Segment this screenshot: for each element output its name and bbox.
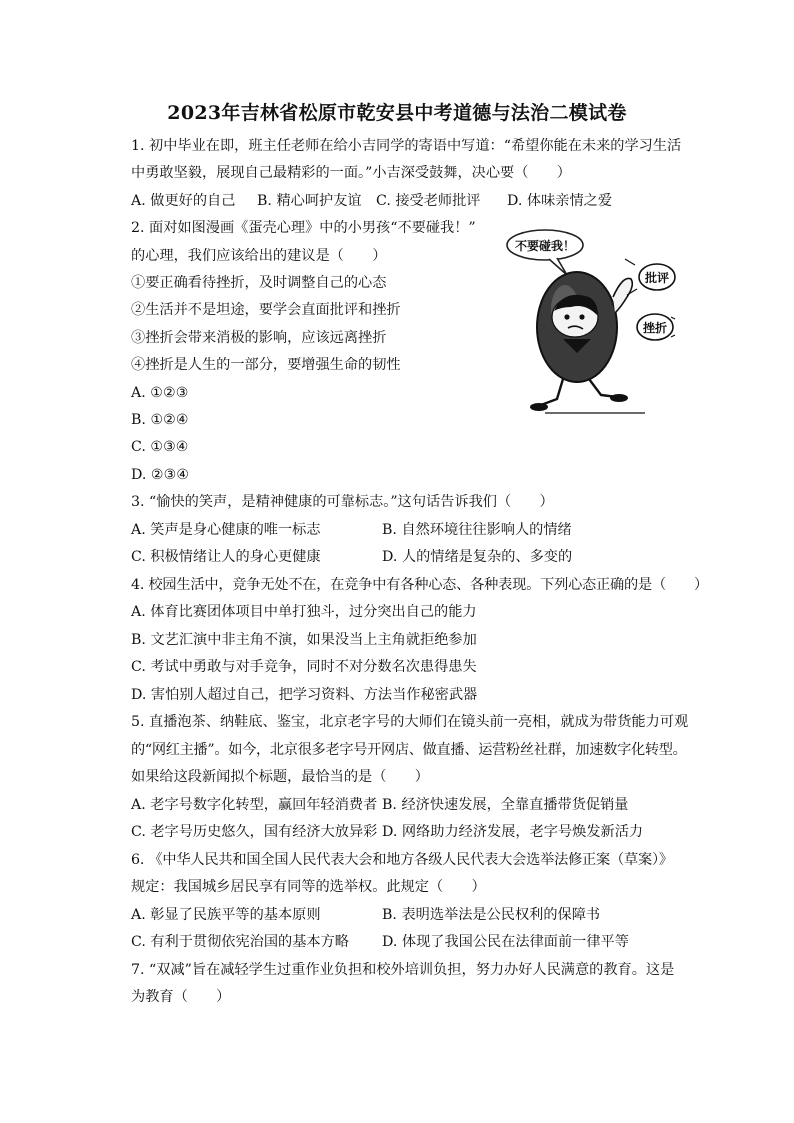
q2-stem-line-1: 2. 面对如图漫画《蛋壳心理》中的小男孩“不要碰我！”: [131, 220, 476, 236]
q6-stem-line-1: 6. 《中华人民共和国全国人民代表大会和地方各级人民代表大会选举法修正案（草案）》: [131, 852, 673, 868]
q5-stem-line-1: 5. 直播泡茶、纳鞋底、鉴宝，北京老字号的大师们在镜头前一亮相，就成为带货能力可观: [131, 714, 689, 730]
q1-option-a: A. 做更好的自己: [131, 193, 236, 209]
q3-option-d: D. 人的情绪是复杂的、多变的: [382, 549, 573, 565]
q1-stem-line-2: 中勇敢坚毅，展现自己最精彩的一面。”小吉深受鼓舞，决心要（ ）: [131, 165, 571, 181]
q2-statement-3: ③挫折会带来消极的影响，应该远离挫折: [131, 330, 387, 346]
q2-stem-line-2: 的心理，我们应该给出的建议是（ ）: [131, 248, 387, 264]
q6-option-a: A. 彰显了民族平等的基本原则: [131, 907, 321, 923]
eggshell-cartoon: [505, 227, 677, 417]
q5-option-a: A. 老字号数字化转型，赢回年轻消费者: [131, 797, 378, 813]
q4-option-c: C. 考试中勇敢与对手竞争，同时不对分数名次患得患失: [131, 659, 477, 675]
criticism-tag-text: 批评: [644, 271, 670, 285]
q2-statement-2: ②生活并不是坦途，要学会直面批评和挫折: [131, 302, 401, 318]
q1-option-c: C. 接受老师批评: [376, 193, 481, 209]
q2-option-d: D. ②③④: [131, 467, 190, 483]
q2-statement-1: ①要正确看待挫折，及时调整自己的心态: [131, 275, 387, 291]
q6-stem-line-2: 规定：我国城乡居民享有同等的选举权。此规定（ ）: [131, 879, 486, 895]
q5-option-c: C. 老字号历史悠久，国有经济大放异彩: [131, 824, 378, 840]
q1-option-d: D. 体味亲情之爱: [507, 193, 613, 209]
left-shoe: [530, 403, 548, 411]
q6-option-d: D. 体现了我国公民在法律面前一律平等: [382, 934, 629, 950]
q3-options-row-2: [131, 546, 731, 568]
setback-tag-text: 挫折: [642, 321, 668, 335]
boy-eye-right: [579, 314, 584, 319]
q6-option-c: C. 有利于贯彻依宪治国的基本方略: [131, 934, 349, 950]
q1-option-b: B. 精心呵护友谊: [257, 193, 362, 209]
raised-hand: [613, 278, 632, 313]
boy-eye-left: [564, 314, 569, 319]
left-leg: [541, 379, 563, 405]
q3-option-c: C. 积极情绪让人的身心更健康: [131, 549, 321, 565]
q5-options-row-2: [131, 821, 731, 843]
q3-option-a: A. 笑声是身心健康的唯一标志: [131, 522, 321, 538]
q5-options-row-1: [131, 794, 731, 816]
q1-options: [131, 190, 731, 212]
right-leg: [589, 379, 617, 397]
q5-stem-line-3: 如果给这段新闻拟个标题，最恰当的是（ ）: [131, 769, 429, 785]
q4-option-b: B. 文艺汇演中非主角不演，如果没当上主角就拒绝参加: [131, 632, 477, 648]
q3-options-row-1: [131, 519, 731, 541]
q4-option-d: D. 害怕别人超过自己，把学习资料、方法当作秘密武器: [131, 687, 478, 703]
speech-bubble-text: 不要碰我！: [514, 239, 576, 253]
q2-option-b: B. ①②④: [131, 412, 189, 428]
right-shoe: [610, 394, 628, 402]
q4-option-a: A. 体育比赛团体项目中单打独斗，过分突出自己的能力: [131, 604, 477, 620]
q2-statement-4: ④挫折是人生的一部分，要增强生命的韧性: [131, 357, 401, 373]
q7-stem-line-2: 为教育（ ）: [131, 989, 231, 1005]
page-title: 2023年吉林省松原市乾安县中考道德与法治二模试卷: [167, 102, 627, 124]
q7-stem-line-1: 7. “双减”旨在减轻学生过重作业负担和校外培训负担，努力办好人民满意的教育。这是: [131, 962, 675, 978]
q5-option-d: D. 网络助力经济发展，老字号焕发新活力: [382, 824, 644, 840]
q4-stem: 4. 校园生活中，竞争无处不在，在竞争中有各种心态、各种表现。下列心态正确的是（ ）: [131, 577, 708, 593]
q1-stem-line-1: 1. 初中毕业在即，班主任老师在给小吉同学的寄语中写道：“希望你能在未来的学习生活: [131, 138, 682, 154]
q6-options-row-1: [131, 904, 731, 926]
q2-option-c: C. ①③④: [131, 439, 189, 455]
q2-option-a: A. ①②③: [131, 385, 189, 401]
q3-stem: 3. “愉快的笑声，是精神健康的可靠标志。”这句话告诉我们（ ）: [131, 494, 554, 510]
q5-stem-line-2: 的“网红主播”。如今，北京很多老字号开网店、做直播、运营粉丝社群，加速数字化转型。: [131, 742, 687, 758]
q6-options-row-2: [131, 931, 731, 953]
q3-option-b: B. 自然环境往往影响人的情绪: [382, 522, 572, 538]
q6-option-b: B. 表明选举法是公民权利的保障书: [382, 907, 601, 923]
q5-option-b: B. 经济快速发展，全靠直播带货促销量: [382, 797, 629, 813]
speech-bubble-tail: [549, 258, 567, 275]
